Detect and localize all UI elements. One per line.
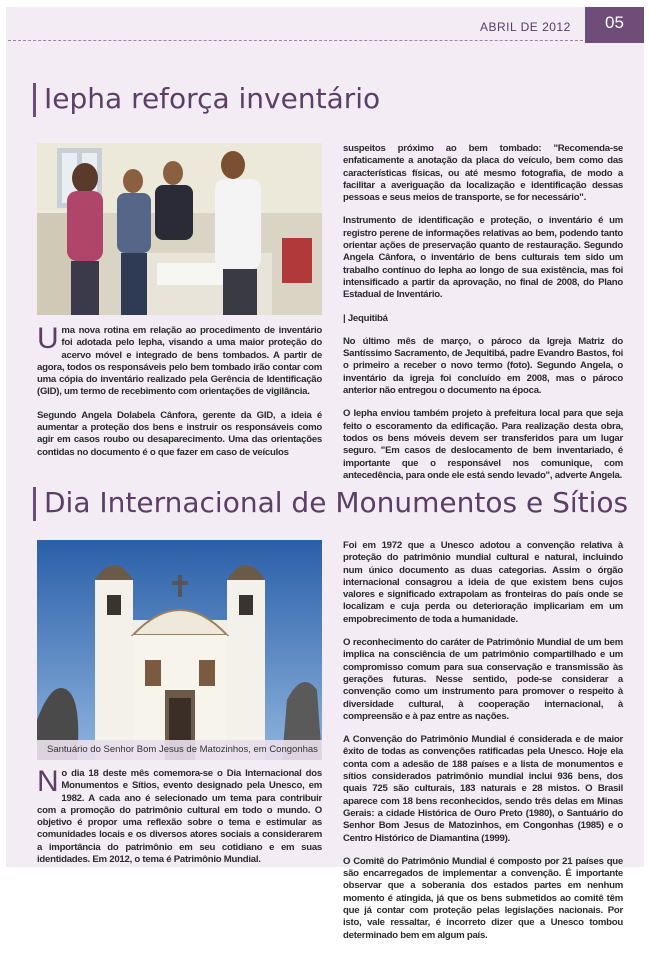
dropcap-letter: N (37, 765, 59, 798)
article2-column1 (37, 765, 322, 877)
article1-paragraph: O Iepha enviou também projeto à prefeitura local para que seja feito o escoramento da edificação. Para realização desta obra, todos os bens móveis devem ser transferidos para um lugar seguro. "Em casos de deslocamento de bem inventariado, é importante que o responsável nos comunique, com antecedência, para onde ele está sendo levado", adverte Angela. (343, 408, 623, 481)
article1-column1 (37, 322, 322, 470)
article2-paragraph: O Comitê do Patrimônio Mundial é composto por 21 países que são encarregados de implementar a convenção. É importante observar que a soberania dos estados partes em nenhum momento é atingida, já que os bens submetidos ao comitê têm que já contar com proteção pelas legislações nacionais. Por isto, vale ressaltar, é incorreto dizer que a Unesco tombou determinado bem em algum país. (343, 855, 623, 941)
article2-title (33, 486, 628, 521)
issue-date: ABRIL DE 2012 (480, 20, 571, 34)
header-dashed-rule (8, 40, 588, 41)
photo-santuario-congonhas (37, 540, 322, 760)
article1-paragraph: No último mês de março, o pároco da Igreja Matriz do Santíssimo Sacramento, de Jequitibá, padre Evandro Bastos, foi o primeiro a receber o novo termo (foto). Segundo Angela, o inventário da igreja foi concluído em 2008, mas o pároco anterior não entregou o documento na época. (343, 335, 623, 397)
article1-column2 (343, 143, 623, 493)
article1-paragraph: Segundo Angela Dolabela Cânfora, gerente da GID, a ideia é aumentar a proteção dos bens e instruir os responsáveis como agir em casos roubo ou desaparecimento. Uma das orientações contidas no documento é o que fazer em caso de veículos (37, 409, 322, 458)
dropcap-letter: U (37, 322, 59, 355)
article1-paragraph (37, 322, 322, 399)
page-number: 05 (585, 7, 644, 43)
article1-paragraph: Instrumento de identificação e proteção, o inventário é um registro perene de informações relativas ao bem, podendo tanto orientar ações de preservação quanto de restauração. Segundo Angela Cânfora, o inventário de bens culturais tem sido um trabalho contínuo do Iepha ao longo de sua existência, mas foi intensificado a partir da aprovação, no final de 2008, do Plano Estadual de Inventário. (343, 215, 623, 301)
photo-inventory-meeting (37, 143, 322, 315)
title-accent-bar (33, 83, 36, 117)
photo-caption: Santuário do Senhor Bom Jesus de Matozinhos, em Congonhas (37, 740, 322, 760)
article2-column2 (343, 540, 623, 953)
article1-paragraph: suspeitos próximo ao bem tombado: "Recomenda-se enfaticamente a anotação da placa do veículo, bem como das características físicas, ou até mesmo fotografia, de modo a facilitar a averiguação da localização e identificação dessas pessoas e seus meios de transporte, se for necessário". (343, 143, 623, 204)
article2-paragraph (37, 765, 322, 866)
article2-paragraph: A Convenção do Patrimônio Mundial é considerada e de maior êxito de todas as convenções ratificadas pela Unesco. Hoje ela conta com a adesão de 188 países e a lista de monumentos e sítios considerados patrimônio mundial inclui 936 bens, dos quais 725 são culturais, 183 naturais e 28 mistos. O Brasil aparece com 18 bens reconhecidos, sendo três delas em Minas Gerais: a cidade Histórica de Ouro Preto (1980), o Santuário do Senhor Bom Jesus de Matozinhos, em Congonhas (1985) e o Centro Histórico de Diamantina (1999). (343, 734, 623, 844)
article2-col1-text-1: o dia 18 deste mês comemora-se o Dia Internacional dos Monumentos e Sítios, evento designado pela Unesco, em 1982. A cada ano é selecionado um tema para contribuir com a promoção do patrimônio cultural em todo o mundo. O objetivo é propor uma reflexão sobre o tema e estimular as comunidades locais e os diversos atores sociais a considerarem a importância do patrimônio em seu cotidiano e em suas identidades. Em 2012, o tema é Patrimônio Mundial. (37, 768, 322, 866)
article2-paragraph: O reconhecimento do caráter de Patrimônio Mundial de um bem implica na consciência de um patrimônio compartilhado e um compromisso comum para sua conservação e transmissão às gerações futuras. Nesse sentido, pode-se considerar a convenção como um instrumento para promover o respeito à diversidade cultural, à cooperação internacional, à compreensão e à paz entre as nações. (343, 637, 623, 722)
article1-col1-text-1: ma nova rotina em relação ao procedimento de inventário foi adotada pelo Iepha, visando a uma maior proteção do acervo móvel e integrado de bens tombados. A partir de agora, todos os responsáveis pelo bem tombado irão contar com uma cópia do inventário realizado pela Gerência de Identificação (GID), um termo de recebimento com orientações de vigilância. (37, 325, 322, 398)
article1-subheading: | Jequitibá (343, 312, 388, 324)
article2-title-text: Dia Internacional de Monumentos e Sítios (44, 486, 629, 519)
title-accent-bar (33, 487, 36, 521)
article2-paragraph: Foi em 1972 que a Unesco adotou a convenção relativa à proteção do patrimônio mundial cultural e natural, incluindo num único documento as duas categorias. Assim o órgão internacional consagrou a ideia de que existem bens cujos valores e significado extrapolam as fronteiras do país onde se localizam e cuja perda ou deterioração implicariam em um empobrecimento de toda a humanidade. (343, 540, 623, 625)
article1-title-text: Iepha reforça inventário (44, 82, 381, 115)
article1-title (33, 82, 380, 117)
